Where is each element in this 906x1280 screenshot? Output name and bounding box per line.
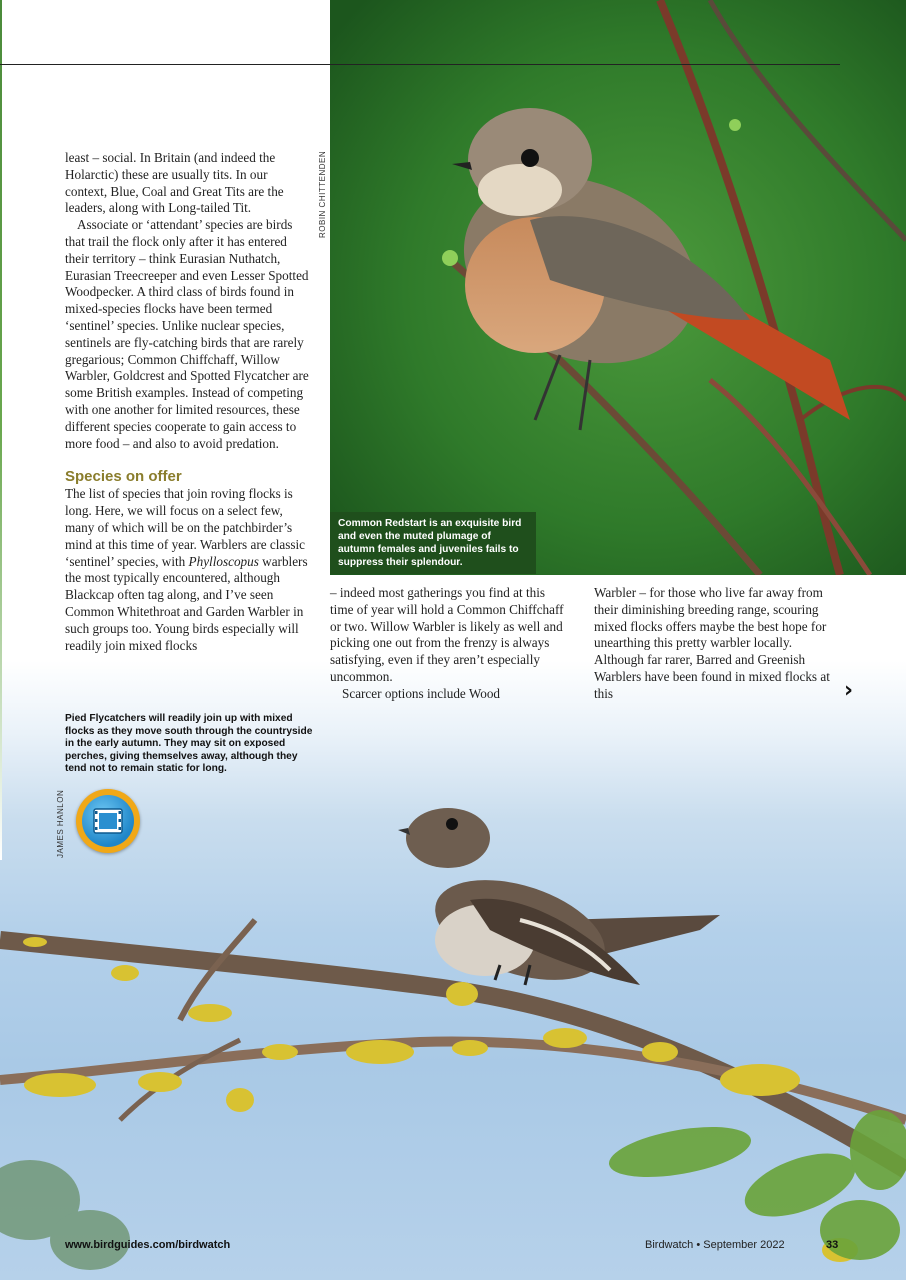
- header-rule: [0, 64, 840, 65]
- paragraph: Scarcer options include Wood: [342, 685, 501, 701]
- footer-url[interactable]: www.birdguides.com/birdwatch: [65, 1239, 231, 1251]
- redstart-photo: [330, 0, 906, 575]
- text-run: warblers the most typically encountered, although Blackcap often tag along, and I’ve seen Common Whitethroat and Garden Warbler in such groups too. Young birds especially will readily join mixed flocks: [65, 553, 308, 653]
- paragraph: – indeed most gatherings you find at this time of year will hold a Common Chiffchaff or two. Willow Warbler is likely as well and picking one out from the frenzy is always satisfying, even if they aren’t especially uncommon.: [330, 585, 564, 684]
- text-run: The list of species that join roving flocks is long. Here, we will focus on a select few, many of which will be on the patchbirder’s mind at this time of year. Warblers are classic ‘sentinel’ species, with: [65, 486, 306, 569]
- caption-redstart: Common Redstart is an exquisite bird and even the muted plumage of autumn females and juveniles fails to suppress their splendour.: [330, 512, 536, 574]
- photo-credit-top: ROBIN CHITTENDEN: [318, 150, 327, 238]
- chevron-right-icon[interactable]: ›: [844, 678, 854, 703]
- italic-term: Phylloscopus: [188, 553, 259, 569]
- section-heading: Species on offer: [65, 468, 182, 486]
- column-1: [65, 150, 311, 654]
- photo-credit-bottom: JAMES HANLON: [56, 789, 65, 858]
- footer-magazine: Birdwatch • September 2022: [645, 1239, 785, 1251]
- column-3: [594, 585, 832, 703]
- paragraph: [65, 486, 311, 654]
- flycatcher-photo: [0, 780, 906, 1280]
- caption-flycatcher: Pied Flycatchers will readily join up with mixed flocks as they move south through the countryside in the early autumn. They may sit on exposed perches, giving themselves away, although they tend not to remain static for long.: [65, 713, 313, 775]
- paragraph: least – social. In Britain (and indeed the Holarctic) these are usually tits. In our context, Blue, Coal and Great Tits are the leaders, along with Long-tailed Tit.: [65, 150, 284, 216]
- photo-edge-strip: [0, 0, 2, 860]
- page-number: 33: [826, 1239, 839, 1251]
- column-2: [330, 585, 566, 703]
- paragraph: Associate or ‘attendant’ species are birds that trail the flock only after it has entered their territory – think Eurasian Nuthatch, Eurasian Treecreeper and even Lesser Spotted Woodpecker. A third class of birds found in mixed-species flocks have been termed ‘sentinel’ species. Unlike nuclear species, sentinels are fly-catching birds that are rarely gregarious; Common Chiffchaff, Willow Warbler, Goldcrest and Spotted Flycatcher are some British examples. Instead of competing with one another for limited resources, these different species cooperate to gain access to more food – and also to avoid predation.: [65, 217, 309, 451]
- paragraph: Warbler – for those who live far away from their diminishing breeding range, scouring mixed flocks offers maybe the best hope for unearthing this pretty warbler locally. Although far rarer, Barred and Greenish Warblers have been found in mixed flocks at this: [594, 585, 830, 701]
